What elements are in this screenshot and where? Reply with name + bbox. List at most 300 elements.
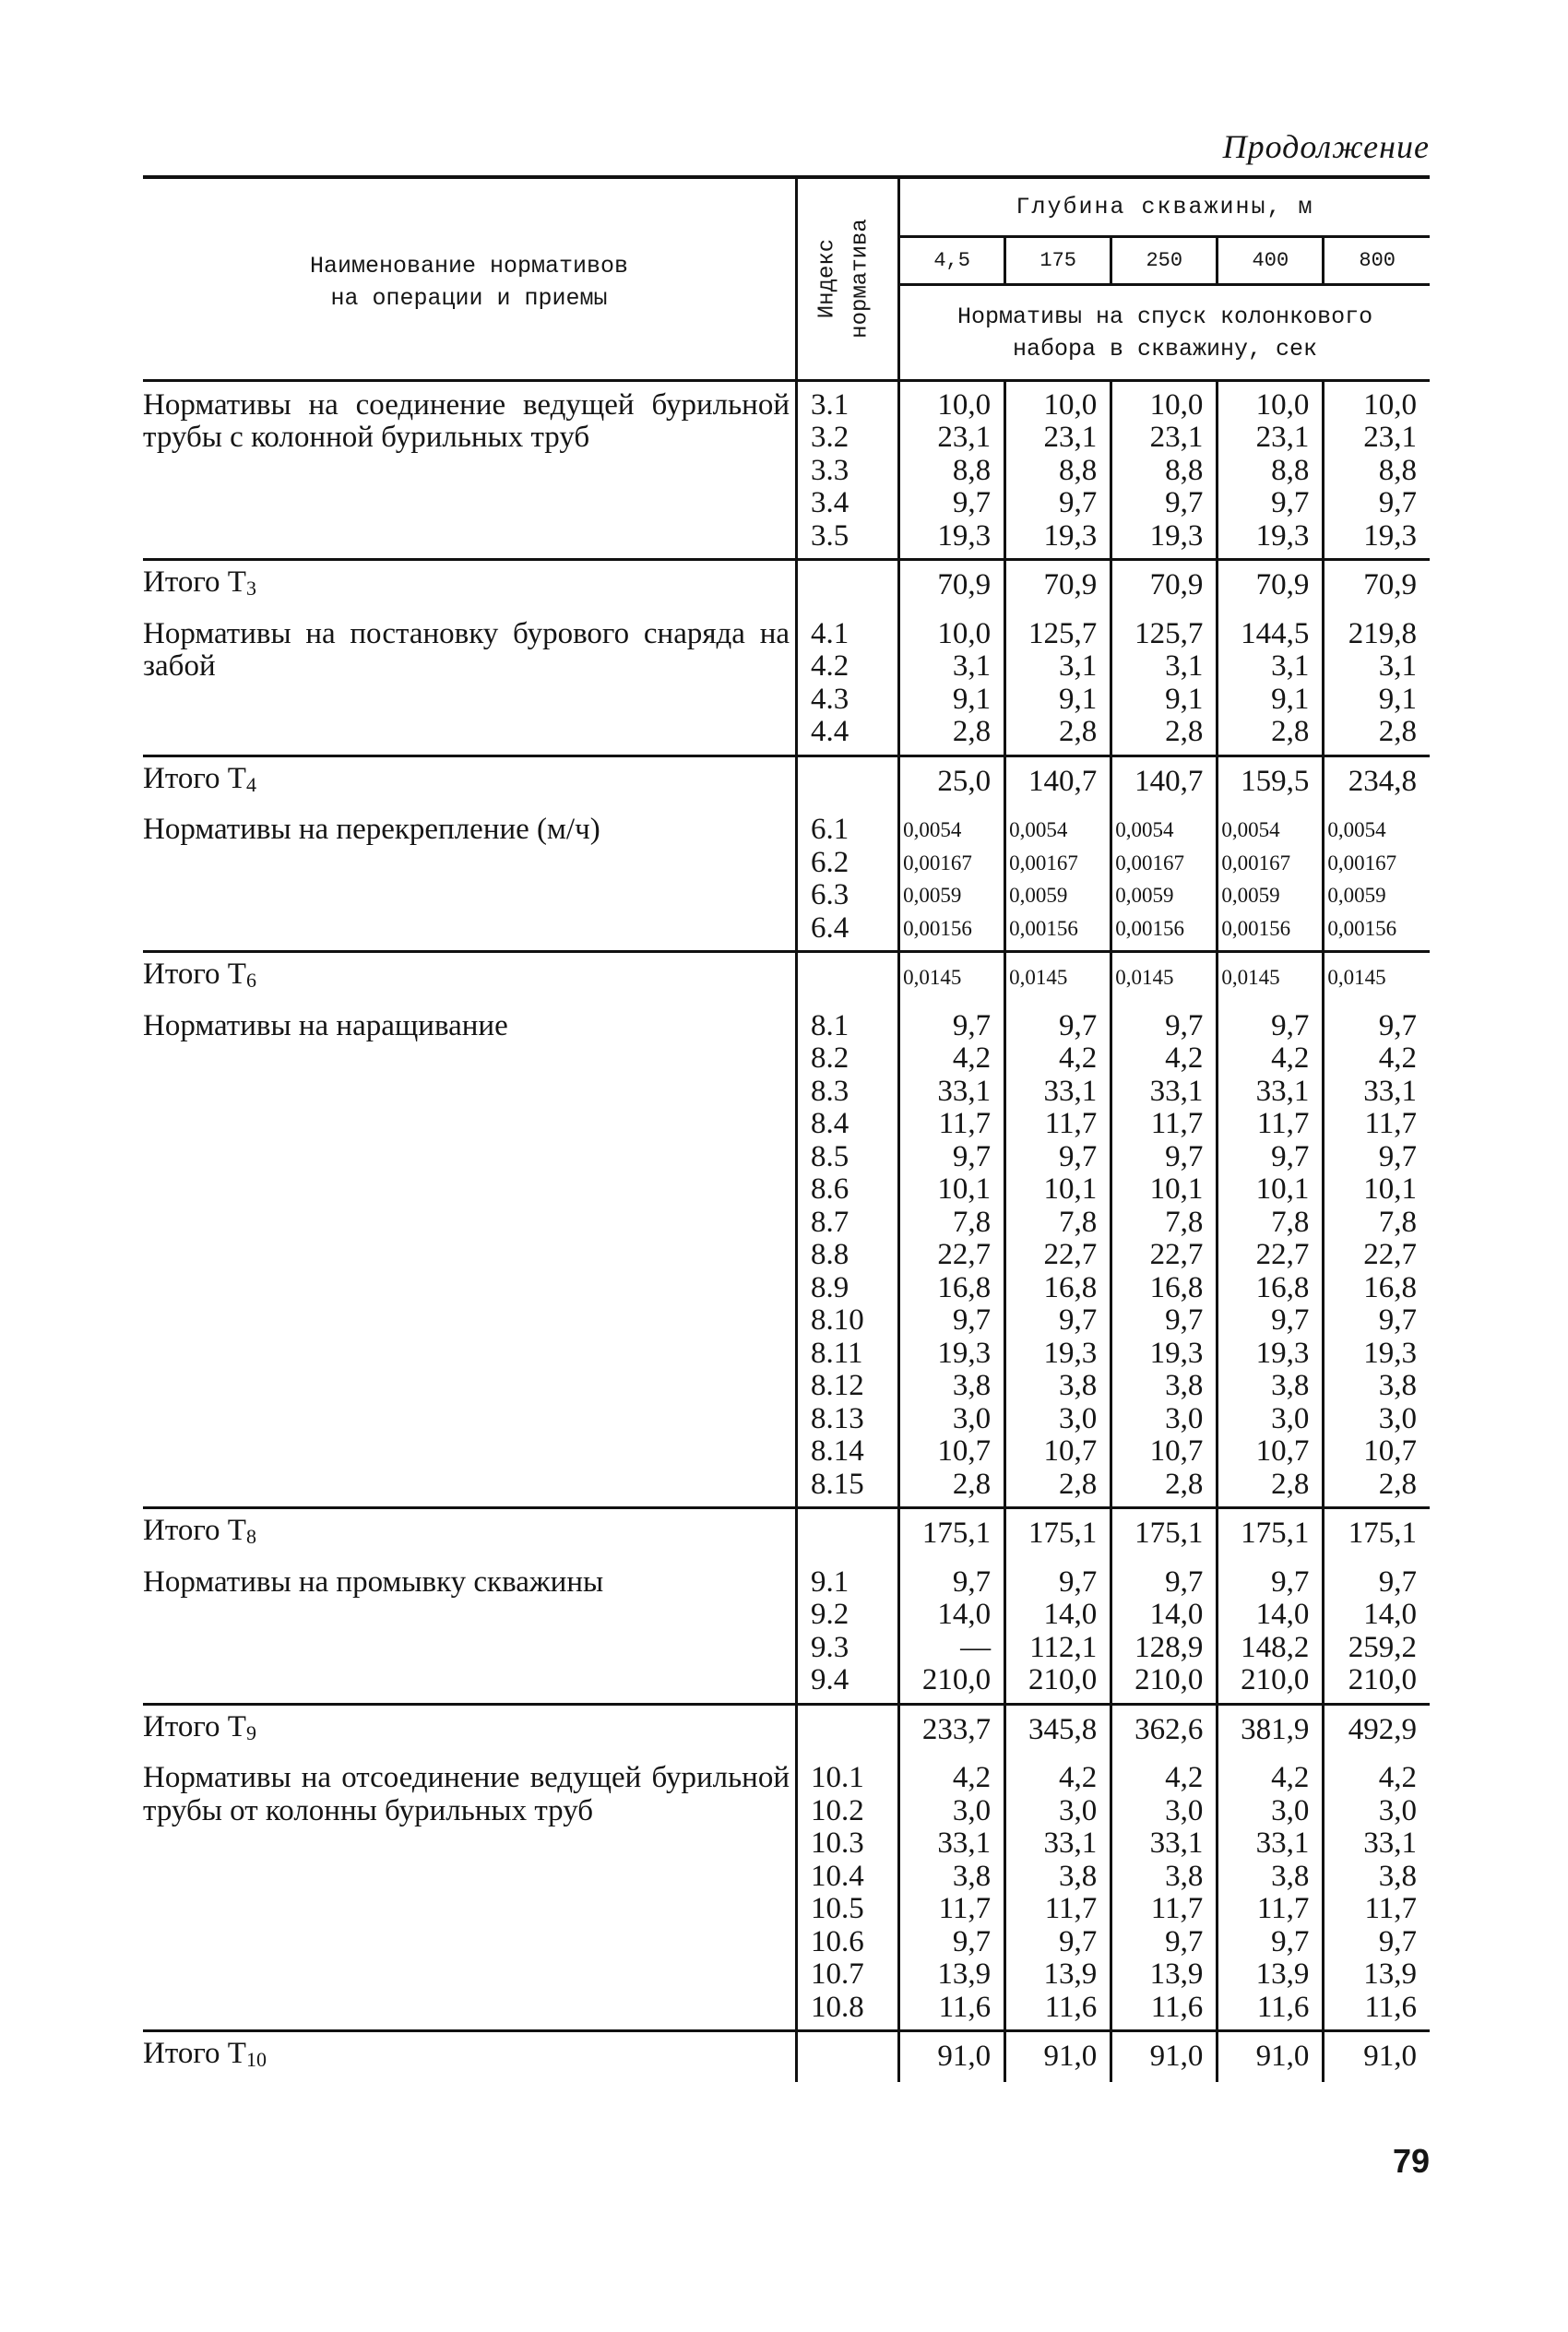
total-row (143, 756, 1430, 806)
total-value: 140,7 (1005, 756, 1111, 806)
header-depth-175: 175 (1005, 236, 1111, 284)
index-value: 10.5 (811, 1892, 864, 1925)
table-cell-value: 13,9 (937, 1957, 992, 1991)
table-cell-value: 11,6 (1256, 1990, 1310, 2024)
table-cell-value: 33,1 (1363, 1074, 1417, 1108)
table-cell-value: 4,2 (1058, 1761, 1098, 1794)
table-cell-value: 9,7 (1378, 486, 1417, 519)
table-cell-value: 2,8 (952, 1467, 992, 1501)
table-cell-value: 9,7 (1058, 1924, 1098, 1958)
total-value: 492,9 (1324, 1704, 1430, 1755)
total-index-empty (797, 952, 899, 1003)
index-value: 8.10 (811, 1303, 864, 1337)
group-row (143, 1003, 1430, 1508)
table-cell-value: 23,1 (1363, 421, 1417, 454)
value-column-depth-2 (1111, 1003, 1218, 1508)
table-cell-value: 8,8 (952, 453, 992, 487)
header-index-cell (797, 177, 899, 380)
total-label: Итого T (143, 565, 246, 599)
group-name: Нормативы на отсоединение ведущей бурильной трубы от колонны бурильных труб (143, 1755, 797, 2031)
value-column-depth-1 (1005, 1559, 1111, 1705)
header-unit-line1: Нормативы на спуск колонкового (957, 303, 1373, 330)
table-cell-value: 9,1 (1058, 682, 1098, 716)
total-subscript: 6 (245, 969, 256, 992)
total-label-cell (143, 2031, 797, 2082)
index-value: 10.4 (811, 1859, 864, 1893)
header-depth-250: 250 (1111, 236, 1218, 284)
index-value: 8.6 (811, 1172, 849, 1206)
index-value: 10.3 (811, 1826, 864, 1860)
total-label: Итого T (143, 1514, 246, 1547)
value-column-depth-4 (1324, 611, 1430, 756)
index-value: 3.5 (811, 518, 849, 553)
table-cell-value: 9,7 (1271, 1924, 1310, 1958)
group-indices (797, 1559, 899, 1705)
total-label: Итого T (143, 958, 246, 991)
table-cell-value: 0,0054 (1327, 818, 1386, 841)
table-cell-value: 3,0 (1378, 1793, 1417, 1827)
table-cell-value: 13,9 (1149, 1957, 1204, 1991)
table-cell-value: 0,0054 (1221, 818, 1280, 841)
total-label-cell (143, 560, 797, 611)
total-value: 345,8 (1005, 1704, 1111, 1755)
table-cell-value: 22,7 (1255, 1238, 1310, 1271)
table-cell-value: 11,7 (1364, 1107, 1417, 1140)
index-value: 8.13 (811, 1401, 864, 1435)
table-cell-value: 19,3 (1363, 518, 1417, 553)
table-cell-value: 3,0 (952, 1401, 992, 1435)
value-column-depth-0 (899, 380, 1005, 560)
table-cell-value: 11,7 (1044, 1892, 1098, 1925)
total-value: 0,0145 (1005, 952, 1111, 1003)
table-cell-value: 10,7 (1255, 1434, 1310, 1468)
table-cell-value: 210,0 (1348, 1663, 1417, 1696)
table-cell-value: 10,1 (937, 1172, 992, 1206)
total-value: 175,1 (899, 1508, 1005, 1559)
table-cell-value: 19,3 (1363, 1336, 1417, 1370)
total-value: 0,0145 (1111, 952, 1218, 1003)
table-cell-value: 0,0059 (1327, 884, 1386, 907)
table-cell-value: 2,8 (1058, 1467, 1098, 1501)
header-depth-400: 400 (1218, 236, 1324, 284)
table-cell-value: 9,7 (952, 1303, 992, 1337)
index-value: 9.4 (811, 1663, 849, 1696)
group-row (143, 1559, 1430, 1705)
table-cell-value: 33,1 (1363, 1826, 1417, 1860)
table-cell-value: 3,1 (1378, 649, 1417, 683)
group-indices (797, 611, 899, 756)
index-value: 8.7 (811, 1205, 849, 1239)
table-cell-value: 3,8 (1165, 1859, 1204, 1893)
table-cell-value: 16,8 (937, 1270, 992, 1304)
table-cell-value: 0,0059 (1221, 884, 1280, 907)
table-cell-value: 0,00156 (903, 916, 972, 940)
index-value: 10.8 (811, 1990, 864, 2024)
total-row (143, 1704, 1430, 1755)
total-value: 140,7 (1111, 756, 1218, 806)
table-cell-value: 128,9 (1134, 1630, 1204, 1664)
total-index-empty (797, 1704, 899, 1755)
index-value: 9.1 (811, 1565, 849, 1599)
table-body (143, 380, 1430, 2082)
value-column-depth-2 (1111, 1755, 1218, 2031)
total-value: 175,1 (1218, 1508, 1324, 1559)
table-cell-value: 4,2 (952, 1761, 992, 1794)
table-cell-value: 9,7 (952, 1008, 992, 1042)
table-cell-value: — (960, 1630, 992, 1664)
table-cell-value: 4,2 (1271, 1041, 1310, 1075)
total-value: 234,8 (1324, 756, 1430, 806)
index-value: 3.3 (811, 453, 849, 487)
table-cell-value: 33,1 (1043, 1074, 1098, 1108)
table-cell-value: 2,8 (1271, 1467, 1310, 1501)
table-cell-value: 11,7 (1044, 1107, 1098, 1140)
value-column-depth-1 (1005, 1755, 1111, 2031)
total-label: Итого T (143, 761, 246, 795)
total-value: 70,9 (1005, 560, 1111, 611)
table-cell-value: 3,8 (1058, 1369, 1098, 1402)
table-cell-value: 0,0059 (1009, 884, 1068, 907)
total-row (143, 952, 1430, 1003)
table-cell-value: 14,0 (937, 1598, 992, 1631)
total-value: 362,6 (1111, 1704, 1218, 1755)
page-number: 79 (1392, 2142, 1430, 2180)
table-cell-value: 19,3 (1255, 518, 1310, 553)
table-cell-value: 3,8 (1271, 1859, 1310, 1893)
total-label-cell (143, 1508, 797, 1559)
table-cell-value: 2,8 (1165, 715, 1204, 748)
table-cell-value: 3,0 (1165, 1793, 1204, 1827)
table-cell-value: 10,1 (1255, 1172, 1310, 1206)
header-name-line2: на операции и приемы (330, 285, 608, 313)
table-cell-value: 125,7 (1134, 616, 1204, 650)
table-cell-value: 2,8 (952, 715, 992, 748)
index-value: 10.1 (811, 1761, 864, 1794)
total-value: 91,0 (1324, 2031, 1430, 2082)
table-cell-value: 4,2 (1378, 1761, 1417, 1794)
total-value: 70,9 (1324, 560, 1430, 611)
table-cell-value: 9,1 (1165, 682, 1204, 716)
table-cell-value: 3,8 (952, 1369, 992, 1402)
value-column-depth-0 (899, 1559, 1005, 1705)
group-name: Нормативы на постановку бурового снаряда на забой (143, 611, 797, 756)
index-value: 4.4 (811, 715, 849, 748)
table-cell-value: 3,8 (1165, 1369, 1204, 1402)
table-cell-value: 4,2 (1165, 1041, 1204, 1075)
header-unit-cell (899, 284, 1430, 380)
total-index-empty (797, 1508, 899, 1559)
table-cell-value: 3,1 (952, 649, 992, 683)
value-column-depth-2 (1111, 611, 1218, 756)
table-cell-value: 8,8 (1058, 453, 1098, 487)
table-cell-value: 10,7 (1149, 1434, 1204, 1468)
total-value: 25,0 (899, 756, 1005, 806)
table-cell-value: 16,8 (1043, 1270, 1098, 1304)
table-cell-value: 144,5 (1241, 616, 1310, 650)
table-cell-value: 7,8 (1058, 1205, 1098, 1239)
index-value: 3.1 (811, 387, 849, 422)
index-value: 9.3 (811, 1630, 849, 1664)
table-cell-value: 11,7 (938, 1107, 992, 1140)
total-index-empty (797, 2031, 899, 2082)
value-column-depth-4 (1324, 1003, 1430, 1508)
table-cell-value: 33,1 (1255, 1826, 1310, 1860)
group-name: Нормативы на промывку скважины (143, 1559, 797, 1705)
continuation-label: Продолжение (1222, 128, 1430, 165)
table-cell-value: 4,2 (1058, 1041, 1098, 1075)
table-cell-value: 9,1 (1378, 682, 1417, 716)
header-index-label (815, 219, 881, 339)
table-cell-value: 2,8 (1058, 715, 1098, 748)
table-cell-value: 33,1 (1149, 1074, 1204, 1108)
total-value: 91,0 (1005, 2031, 1111, 2082)
total-row (143, 2031, 1430, 2082)
table-cell-value: 23,1 (1149, 421, 1204, 454)
group-row (143, 806, 1430, 952)
total-index-empty (797, 756, 899, 806)
total-subscript: 10 (245, 2048, 267, 2071)
norms-table (143, 175, 1430, 2082)
table-cell-value: 13,9 (1255, 1957, 1310, 1991)
index-value: 8.5 (811, 1139, 849, 1173)
table-cell-value: 0,0054 (903, 818, 962, 841)
index-value: 8.14 (811, 1434, 864, 1468)
table-cell-value: 33,1 (1043, 1826, 1098, 1860)
group-indices (797, 806, 899, 952)
total-value: 159,5 (1218, 756, 1324, 806)
table-cell-value: 9,7 (1271, 1303, 1310, 1337)
header-depth-4-5: 4,5 (899, 236, 1005, 284)
table-cell-value: 7,8 (1165, 1205, 1204, 1239)
table-cell-value: 259,2 (1348, 1630, 1417, 1664)
table-cell-value: 210,0 (921, 1663, 992, 1696)
value-column-depth-3 (1218, 806, 1324, 952)
table-cell-value: 11,6 (938, 1990, 992, 2024)
group-row (143, 611, 1430, 756)
table-cell-value: 14,0 (1363, 1598, 1417, 1631)
value-column-depth-4 (1324, 1559, 1430, 1705)
table-cell-value: 3,1 (1165, 649, 1204, 683)
total-value: 381,9 (1218, 1704, 1324, 1755)
table-cell-value: 3,0 (1165, 1401, 1204, 1435)
value-column-depth-1 (1005, 1003, 1111, 1508)
table-cell-value: 210,0 (1134, 1663, 1204, 1696)
table-cell-value: 19,3 (1255, 1336, 1310, 1370)
table-cell-value: 19,3 (1149, 1336, 1204, 1370)
table-cell-value: 10,0 (1149, 387, 1204, 422)
total-value: 0,0145 (899, 952, 1005, 1003)
table-cell-value: 13,9 (1043, 1957, 1098, 1991)
index-value: 10.6 (811, 1924, 864, 1958)
table-cell-value: 9,7 (952, 1565, 992, 1599)
total-value: 0,0145 (1324, 952, 1430, 1003)
table-cell-value: 125,7 (1028, 616, 1098, 650)
table-cell-value: 9,7 (1165, 1565, 1204, 1599)
table-cell-value: 23,1 (1043, 421, 1098, 454)
total-row (143, 1508, 1430, 1559)
table-cell-value: 219,8 (1348, 616, 1417, 650)
table-cell-value: 0,0054 (1115, 818, 1174, 841)
table-cell-value: 16,8 (1149, 1270, 1204, 1304)
table-cell-value: 7,8 (1378, 1205, 1417, 1239)
table-cell-value: 3,8 (1378, 1369, 1417, 1402)
table-cell-value: 3,0 (1271, 1401, 1310, 1435)
table-cell-value: 14,0 (1043, 1598, 1098, 1631)
index-value: 4.1 (811, 616, 849, 650)
table-cell-value: 2,8 (1378, 1467, 1417, 1501)
table-cell-value: 22,7 (1043, 1238, 1098, 1271)
table-cell-value: 19,3 (937, 518, 992, 553)
index-value: 8.11 (811, 1336, 863, 1370)
index-value: 8.4 (811, 1107, 849, 1140)
table-cell-value: 2,8 (1378, 715, 1417, 748)
table-cell-value: 13,9 (1363, 1957, 1417, 1991)
total-label-cell (143, 756, 797, 806)
table-cell-value: 0,00156 (1009, 916, 1078, 940)
total-value: 91,0 (1218, 2031, 1324, 2082)
table-cell-value: 10,1 (1043, 1172, 1098, 1206)
table-cell-value: 10,1 (1149, 1172, 1204, 1206)
table-cell-value: 3,0 (1058, 1793, 1098, 1827)
total-label-cell (143, 1704, 797, 1755)
table-cell-value: 3,0 (1058, 1401, 1098, 1435)
table-cell-value: 19,3 (1043, 518, 1098, 553)
total-value: 91,0 (899, 2031, 1005, 2082)
table-cell-value: 33,1 (1255, 1074, 1310, 1108)
table-cell-value: 0,00167 (903, 851, 972, 874)
table-cell-value: 0,00167 (1221, 851, 1291, 874)
index-value: 6.1 (811, 813, 849, 846)
header-depth-800: 800 (1324, 236, 1430, 284)
table-cell-value: 9,7 (1058, 1303, 1098, 1337)
table-cell-value: 10,1 (1363, 1172, 1417, 1206)
table-cell-value: 0,0059 (903, 884, 962, 907)
table-cell-value: 9,7 (952, 1139, 992, 1173)
table-cell-value: 10,0 (1043, 387, 1098, 422)
table-cell-value: 9,7 (1165, 1924, 1204, 1958)
value-column-depth-1 (1005, 806, 1111, 952)
table-cell-value: 9,7 (1378, 1924, 1417, 1958)
index-value: 10.7 (811, 1957, 864, 1991)
group-indices (797, 1755, 899, 2031)
header-name-line1: Наименование нормативов (309, 252, 629, 280)
table-cell-value: 14,0 (1255, 1598, 1310, 1631)
table-cell-value: 8,8 (1165, 453, 1204, 487)
table-cell-value: 10,0 (1255, 387, 1310, 422)
table-cell-value: 0,00167 (1327, 851, 1397, 874)
index-value: 8.15 (811, 1467, 864, 1501)
total-row (143, 560, 1430, 611)
group-name: Нормативы на наращивание (143, 1003, 797, 1508)
total-index-empty (797, 560, 899, 611)
value-column-depth-3 (1218, 611, 1324, 756)
index-value: 8.12 (811, 1369, 864, 1402)
table-cell-value: 11,6 (1364, 1990, 1417, 2024)
total-label-cell (143, 952, 797, 1003)
table-cell-value: 16,8 (1255, 1270, 1310, 1304)
table-cell-value: 10,7 (1043, 1434, 1098, 1468)
table-cell-value: 9,7 (1378, 1303, 1417, 1337)
table-cell-value: 10,0 (937, 387, 992, 422)
table-cell-value: 3,0 (952, 1793, 992, 1827)
index-value: 4.2 (811, 649, 849, 683)
table-cell-value: 3,8 (1271, 1369, 1310, 1402)
table-cell-value: 10,0 (937, 616, 992, 650)
total-subscript: 8 (245, 1525, 256, 1548)
total-subscript: 3 (245, 577, 256, 600)
table-cell-value: 23,1 (1255, 421, 1310, 454)
index-value: 3.2 (811, 421, 849, 454)
table-cell-value: 11,6 (1044, 1990, 1098, 2024)
table-cell-value: 9,7 (1165, 1139, 1204, 1173)
table-cell-value: 9,7 (1058, 1565, 1098, 1599)
table-cell-value: 3,0 (1378, 1401, 1417, 1435)
header-unit-line2: набора в скважину, сек (1013, 336, 1318, 363)
table-cell-value: 22,7 (1363, 1238, 1417, 1271)
table-cell-value: 210,0 (1028, 1663, 1098, 1696)
total-value: 70,9 (899, 560, 1005, 611)
table-cell-value: 7,8 (952, 1205, 992, 1239)
table-cell-value: 10,7 (937, 1434, 992, 1468)
value-column-depth-1 (1005, 611, 1111, 756)
table-cell-value: 19,3 (1043, 1336, 1098, 1370)
index-value: 8.1 (811, 1008, 849, 1042)
header-index-line2: норматива (848, 219, 873, 339)
norms-table-container (143, 175, 1430, 2082)
table-cell-value: 0,00156 (1115, 916, 1184, 940)
value-column-depth-2 (1111, 1559, 1218, 1705)
index-value: 8.8 (811, 1238, 849, 1271)
table-cell-value: 11,7 (1150, 1892, 1204, 1925)
table-cell-value: 2,8 (1165, 1467, 1204, 1501)
total-value: 175,1 (1005, 1508, 1111, 1559)
index-value: 6.4 (811, 910, 849, 945)
total-value: 0,0145 (1218, 952, 1324, 1003)
index-value: 8.9 (811, 1270, 849, 1304)
total-label: Итого T (143, 1709, 246, 1743)
header-row-depth-title (143, 177, 1430, 236)
value-column-depth-2 (1111, 806, 1218, 952)
table-cell-value: 11,6 (1150, 1990, 1204, 2024)
value-column-depth-3 (1218, 1003, 1324, 1508)
value-column-depth-2 (1111, 380, 1218, 560)
table-cell-value: 7,8 (1271, 1205, 1310, 1239)
total-value: 91,0 (1111, 2031, 1218, 2082)
table-cell-value: 33,1 (937, 1074, 992, 1108)
table-cell-value: 9,7 (1271, 1008, 1310, 1042)
table-cell-value: 9,7 (1165, 486, 1204, 519)
index-value: 3.4 (811, 486, 849, 519)
index-value: 6.2 (811, 845, 849, 879)
table-cell-value: 11,7 (1256, 1107, 1310, 1140)
table-cell-value: 8,8 (1271, 453, 1310, 487)
table-cell-value: 22,7 (1149, 1238, 1204, 1271)
table-cell-value: 2,8 (1271, 715, 1310, 748)
table-cell-value: 148,2 (1241, 1630, 1310, 1664)
group-indices (797, 380, 899, 560)
group-row (143, 1755, 1430, 2031)
total-subscript: 9 (245, 1720, 256, 1744)
group-name: Нормативы на соединение ведущей бурильной трубы с колонной бурильных труб (143, 380, 797, 560)
table-cell-value: 22,7 (937, 1238, 992, 1271)
table-cell-value: 9,7 (1058, 1008, 1098, 1042)
index-value: 10.2 (811, 1793, 864, 1827)
table-cell-value: 14,0 (1149, 1598, 1204, 1631)
total-value: 175,1 (1324, 1508, 1430, 1559)
table-cell-value: 9,1 (1271, 682, 1310, 716)
table-cell-value: 33,1 (937, 1826, 992, 1860)
table-cell-value: 19,3 (937, 1336, 992, 1370)
